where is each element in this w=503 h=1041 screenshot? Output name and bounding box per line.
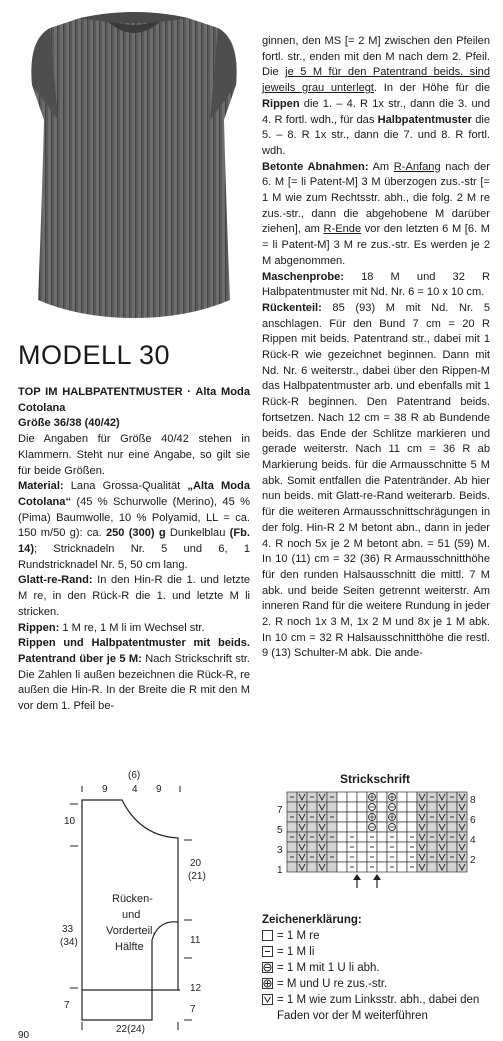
chart-cell [397,842,407,852]
arrow-right [373,874,381,888]
chart-cell [407,792,417,802]
chart-cell [337,822,347,832]
dash-square-icon [262,946,273,957]
chart-cell [347,812,357,822]
garment-schematic [40,770,250,1035]
chart-cell [337,792,347,802]
chart-cell [447,862,457,872]
dim-right-4: 12 [190,983,202,994]
chart-cell [397,852,407,862]
dim-right-1: 20 [190,858,202,869]
left-column-text [18,385,250,715]
circle-plus-square-icon [262,978,273,989]
chart-cell [407,822,417,832]
row-label-8: 8 [470,795,476,806]
chart-cell [337,812,347,822]
row-label-3: 3 [277,845,283,856]
row-label-2: 2 [470,855,476,866]
dim-top-1: 9 [102,784,108,795]
rueckenteil-paragraph: Rückenteil: 85 (93) M mit Nd. Nr. 5 anschlagen. Für den Bund 7 cm = 20 R Rippen mit beids. Patentrand str., dabei mit 1 Rück-R wie gezeichnet beginnen. Dann mit Nd. Nr. 6 weiterstr., dabei über den Rippen-M das Halbpatentmuster arb. und ebenfalls mit 1 Rück-R beginnen. Den Patentrand beids. fortsetzen. Nach 12 cm = 38 R ab Bundende beids. das Ende der Schlitze markieren und gerade weiterstr. Nach 11 cm = 36 R ab Markierung beids. für die Armausschnitte 5 M abk. Somit entfallen die Patentränder. Ab hier nun beids. mit Glatt-re-Rand weiterarb. Beids. für die weiteren Armausschnittschrägungen in der folg. Hin-R 2 M betont abn., dann in jeder 4. R noch 5x je 2 M betont abn. = 51 (59) M. In 10 (11) cm = 32 (36) R Armausschnitthöhe für den runden Halsausschnitt die mittl. 7 M abk. und beide Seiten getrennt weiterstr. Am inneren Rand für die weitere Rundung in jeder 2. R noch 1x 3 M, 1x 2 M und 8x je 1 M abk. In 10 cm = 32 R Halsausschnitthöhe die restl. 9 (13) Schulter-M abk. Die ande- [262,301,490,660]
chart-cell [407,812,417,822]
chart-cell [357,812,367,822]
dim-top-3: 9 [156,784,162,795]
chart-cell [447,842,457,852]
row-label-4: 4 [470,835,476,846]
chart-cell [337,852,347,862]
rippen-paragraph: Rippen: 1 M re, 1 M li im Wechsel str. [18,621,205,634]
chart-cell [397,862,407,872]
chart-cell [287,862,297,872]
legend [262,912,492,1024]
chart-cell [307,842,317,852]
schematic-label-4: Hälfte [115,941,144,953]
heading-line: TOP IM HALBPATENTMUSTER · Alta Moda Cotolana [18,386,250,414]
chart-cell [287,802,297,812]
chart-cell [357,852,367,862]
chart-cell [307,822,317,832]
chart-cell [307,862,317,872]
chart-cell [377,812,387,822]
chart-cell [327,862,337,872]
dim-left-2: 33 [62,924,74,935]
chart-cell [287,842,297,852]
page-number: 90 [18,1030,30,1041]
dim-left-3: (34) [60,937,78,948]
knitting-chart [265,790,490,890]
size-line: Größe 36/38 (40/42) [18,417,120,430]
dim-neck-center: (6) [128,770,141,781]
schematic-label-1: Rücken- [112,893,153,905]
chart-cell [397,792,407,802]
chart-cell [337,802,347,812]
dim-left-4: 7 [64,1000,70,1011]
legend-item: = 1 M re [262,928,492,944]
glatt-paragraph: Glatt-re-Rand: In den Hin-R die 1. und letzte M re, in den Rück-R die 1. und letzte M li stricken. [18,574,250,618]
arrow-left [353,874,361,888]
chart-title: Strickschrift [340,772,411,786]
chart-cell [397,822,407,832]
empty-square-icon [262,930,273,941]
row-label-1: 1 [277,865,283,876]
chart-cell [357,832,367,842]
chart-cell [377,862,387,872]
chart-cell [447,822,457,832]
chart-cell [347,802,357,812]
schematic-label-3: Vorderteil, [106,925,156,937]
chart-cell [327,802,337,812]
pattern-paragraph: ginnen, den MS [= 2 M] zwischen den Pfeilen fortl. str., enden mit den M nach dem 2. Pfeil. Die je 5 M für den Patentrand beids. sind jeweils grau unterlegt. In der Höhe für die Rippen die 1. – 4. R 1x str., dann die 3. und 4. R fortl. wdh., für das Halbpatentmuster die 5. – 8. R 1x str., dann die 7. und 8. R fortl. wdh. [262,35,491,157]
row-label-7: 7 [277,805,283,816]
chart-cell [377,792,387,802]
dim-top-2: 4 [132,784,138,795]
chart-cell [397,812,407,822]
chart-cell [347,792,357,802]
chart-cell [407,802,417,812]
dim-left-1: 10 [64,816,76,827]
chart-cell [357,862,367,872]
dim-right-5: 7 [190,1004,196,1015]
halbpatent-paragraph: Rippen und Halbpatentmuster mit beids. Patentrand über je 5 M: Nach Strickschrift str. Die Zahlen li außen bezeichnen die Rück-R, re außen die Hin-R. In der Breite die R mit den M vor dem 1. Pfeil be- [18,637,251,713]
row-label-5: 5 [277,825,283,836]
chart-cell [427,862,437,872]
chart-cell [337,842,347,852]
chart-cell [307,802,317,812]
legend-item: = 1 M wie zum Linksstr. abh., dabei den Faden vor der M weiterführen [262,992,492,1024]
chart-cell [327,822,337,832]
abnahmen-paragraph: Betonte Abnahmen: Am R-Anfang nach der 6. M [= li Patent-M] 3 M überzogen zus.-str [= 1 M wie zum Rechtsstr. abh., die folg. 2 M re zus.-str., dann die abgehobene M darüber ziehen], am R-Ende vor den letzten 6 M [6. M = li Patent-M] 3 M re zus.-str. Es werden je 2 M abgenommen. [262,160,490,267]
row-label-6: 6 [470,815,476,826]
chart-cell [447,802,457,812]
right-column-text [262,34,490,662]
chart-cell [427,822,437,832]
schematic-label-2: und [122,909,141,921]
v-square-icon [262,994,273,1005]
chart-cell [357,802,367,812]
chart-cell [377,802,387,812]
legend-item: = 1 M mit 1 U li abh. [262,960,492,976]
chart-cell [357,822,367,832]
legend-heading: Zeichenerklärung: [262,914,362,926]
circle-minus-square-icon [262,962,273,973]
chart-cell [337,832,347,842]
dim-right-3: 11 [190,935,201,946]
chart-cell [427,842,437,852]
dim-right-2: (21) [188,871,206,882]
dim-bottom: 22(24) [116,1024,145,1035]
chart-cell [357,792,367,802]
model-title: MODELL 30 [18,340,171,370]
size-note: Die Angaben für Größe 40/42 stehen in Klammern. Steht nur eine Angabe, so gilt sie für beide Größen. [18,433,250,477]
chart-cell [397,832,407,842]
top-photo [18,0,250,330]
chart-cell [377,822,387,832]
chart-cell [347,822,357,832]
chart-cell [377,852,387,862]
maschenprobe-paragraph: Maschenprobe: 18 M und 32 R Halbpatentmuster mit Nd. Nr. 6 = 10 x 10 cm. [262,270,490,299]
chart-cell [357,842,367,852]
chart-cell [287,822,297,832]
chart-cell [327,842,337,852]
legend-item: = 1 M li [262,944,492,960]
chart-cell [377,832,387,842]
chart-cell [377,842,387,852]
chart-cell [397,802,407,812]
legend-item: = M und U re zus.-str. [262,976,492,992]
chart-cell [337,862,347,872]
material-paragraph: Material: Lana Grossa-Qualität „Alta Moda Cotolana“ (45 % Schurwolle (Merino), 45 % (Pima) Baumwolle, 10 % Polyamid, LL = ca. 150 m/50 g): ca. 250 (300) g Dunkelblau (Fb. 14); Stricknadeln Nr. 5 und 6, 1 Rundstricknadel Nr. 5, 50 cm lang. [18,480,250,571]
chart-cell [427,802,437,812]
